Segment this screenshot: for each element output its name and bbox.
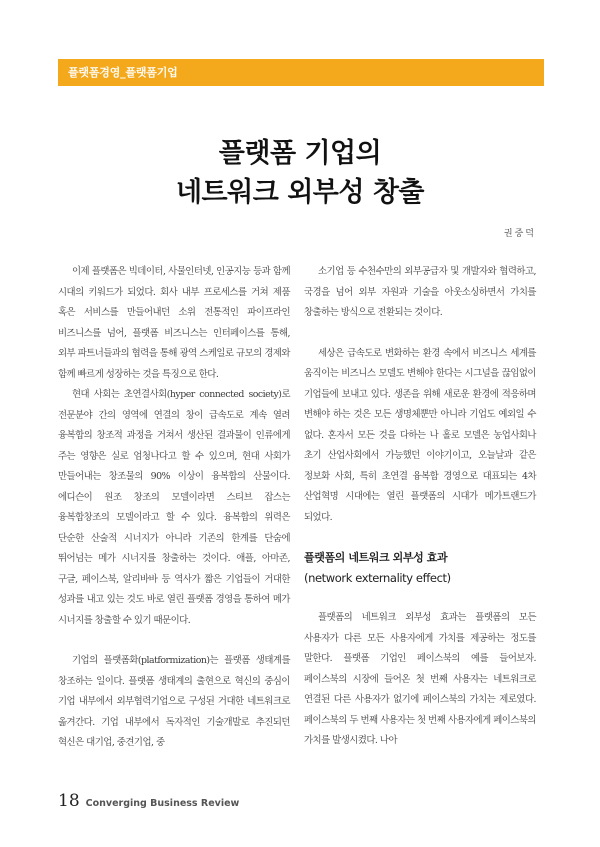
section-heading-english: (network externality effect): [304, 571, 451, 585]
section-gap: [304, 588, 536, 608]
paragraph-gap: [304, 324, 536, 344]
page-footer: [58, 791, 239, 815]
section-gap: [304, 528, 536, 548]
right-column: [304, 262, 536, 752]
paragraph: 기업의 플랫폼화(platformization)는 플랫폼 생태계를 창조하는 일이다. 플랫폼 생태계의 출현으로 혁신의 중심이 기업 내부에서 외부협력기업으로 구성된 거대한 네트워크로 옮겨간다. 기업 내부에서 독자적인 기술개발로 추진되던 혁신은 대기업, 중견기업, 중: [58, 655, 290, 748]
paragraph: 이제 플랫폼은 빅데이터, 사물인터넷, 인공지능 등과 함께 시대의 키워드가 되었다. 회사 내부 프로세스를 거쳐 제품 혹은 서비스를 만들어내던 소위 전통적인 파이프라인 비즈니스를 넘어, 플랫폼 비즈니스는 인터페이스를 통해, 외부 파트너들과의 협력을 통해 광역 스케일로 규모의 경제와 함께 빠르게 성장하는 것을 특징으로 한다.: [58, 266, 290, 380]
page-number: 18: [58, 791, 80, 811]
paragraph-gap: [58, 631, 290, 651]
magazine-name: Converging Business Review: [85, 798, 240, 809]
paragraph: 현대 사회는 초연결사회(hyper connected society)로 전문분야 간의 영역에 연결의 창이 급속도로 계속 열려 융복합의 창조적 과정을 거쳐서 생산된 결과물이 인류에게 주는 영향은 실로 엄청나다고 할 수 있으며, 현대 사회가 만들어내는 창조물의 90% 이상이 융복합의 산물이다. 에디슨이 원조 창조의 모델이라면 스티브 잡스는 융복합창조의 모델이라고 할 수 있다. 융복합의 위력은 단순한 산술적 시너지가 아니라 기존의 한계를 단숨에 뛰어넘는 메가 시너지를 창출하는 것이다. 애플, 아마존, 구글, 페이스북, 알리바바 등 역사가 짧은 기업들이 거대한 성과를 내고 있는 것도 바로 열린 플랫폼 경영을 통하여 메가 시너지를 창출할 수 있기 때문이다.: [58, 389, 290, 626]
paragraph: 세상은 급속도로 변화하는 환경 속에서 비즈니스 세계를 움직이는 비즈니스 모델도 변해야 한다는 시그널을 끊임없이 기업들에 보내고 있다. 생존을 위해 새로운 환경에 적응하며 변해야 하는 것은 모든 생명체뿐만 아니라 기업도 예외일 수 없다. 혼자서 모든 것을 다하는 나 홀로 모델은 농업사회나 초기 산업사회에서 가능했던 이야기이고, 오늘날과 같은 정보화 사회, 특히 초연결 융복합 경영으로 대표되는 4차 산업혁명 시대에는 열린 플랫폼의 시대가 메가트랜드가 되었다.: [304, 347, 536, 523]
article-title-line2: 네트워크 외부성 창출: [175, 177, 425, 208]
article-title-line1: 플랫폼 기업의: [218, 138, 382, 169]
section-heading-korean: 플랫폼의 네트워크 외부성 효과: [304, 551, 448, 564]
author-name: 권중덕: [503, 229, 536, 239]
paragraph: 플랫폼의 네트워크 외부성 효과는 플랫폼의 모든 사용자가 다른 모든 사용자에게 가치를 제공하는 정도를 말한다. 플랫폼 기업인 페이스북의 예를 들어보자. 페이스북의 시장에 들어온 첫 번째 사용자는 네트워크로 연결된 다른 사용자가 없기에 페이스북의 가치는 제로였다. 페이스북의 두 번째 사용자는 첫 번째 사용자에게 페이스북의 가치를 발생시켰다. 나아: [304, 612, 536, 746]
paragraph: 소기업 등 수천수만의 외부공급자 및 개발자와 협력하고, 국경을 넘어 외부 자원과 기술을 아웃소싱하면서 가치를 창출하는 방식으로 전환되는 것이다.: [304, 266, 536, 318]
left-column: [58, 262, 290, 754]
category-banner: [58, 59, 544, 86]
category-label: 플랫폼경영_플랫폼기업: [68, 66, 178, 79]
